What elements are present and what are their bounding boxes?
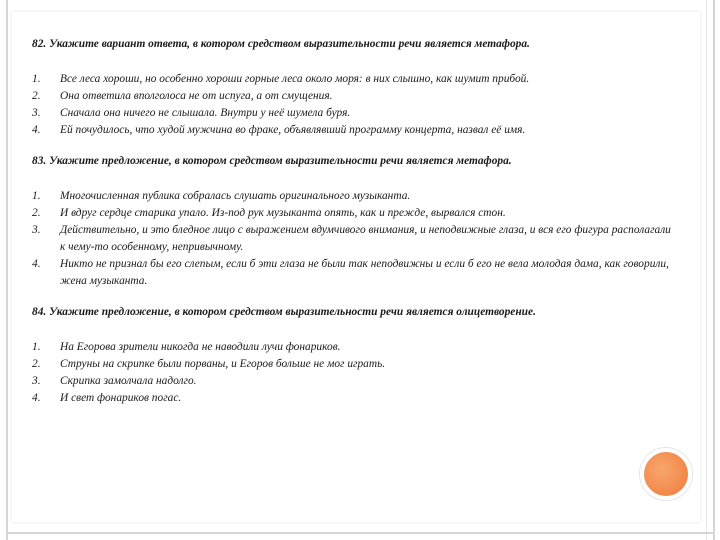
answer-option	[32, 188, 672, 205]
option-number: 2.	[32, 90, 41, 102]
option-text: И свет фонариков погас.	[60, 392, 182, 404]
option-text: Ей почудилось, что худой мужчина во фраке, объявлявший программу концерта, назвал её имя.	[60, 124, 526, 136]
answer-option	[32, 373, 672, 390]
option-text: Действительно, и это бледное лицо с выражением вдумчивого внимания, и неподвижные глаза, и вся его фигура располагали к чему-то особенному, непривычному.	[60, 224, 671, 253]
question-title: 84. Укажите предложение, в котором средством выразительности речи является олицетворение.	[32, 306, 536, 318]
option-number: 3.	[32, 224, 41, 236]
answer-options	[32, 71, 672, 139]
answer-options	[32, 339, 672, 407]
answer-option	[32, 390, 672, 407]
question-block-83	[32, 153, 672, 290]
answer-option	[32, 339, 672, 356]
option-number: 2.	[32, 358, 41, 370]
answer-option	[32, 88, 672, 105]
answer-option	[32, 122, 672, 139]
option-text: Струны на скрипке были порваны, и Егоров больше не мог играть.	[60, 358, 386, 370]
option-number: 1.	[32, 73, 41, 85]
answer-option	[32, 105, 672, 122]
slide-frame-right-inner	[706, 0, 707, 540]
decorative-orange-circle	[640, 448, 692, 500]
question-block-82	[32, 36, 672, 139]
slide-frame-left	[6, 0, 8, 540]
option-text: Все леса хороши, но особенно хороши горные леса около моря: в них слышно, как шумит прибой.	[60, 73, 530, 85]
answer-option	[32, 205, 672, 222]
slide-frame-right	[713, 0, 715, 540]
option-number: 3.	[32, 375, 41, 387]
answer-option	[32, 71, 672, 88]
option-text: Многочисленная публика собралась слушать оригинального музыканта.	[60, 190, 411, 202]
answer-option	[32, 222, 672, 256]
answer-option	[32, 356, 672, 373]
option-number: 4.	[32, 258, 41, 270]
option-number: 4.	[32, 124, 41, 136]
option-text: И вдруг сердце старика упало. Из-под рук музыканта опять, как и прежде, вырвался стон.	[60, 207, 506, 219]
answer-options	[32, 188, 672, 290]
option-text: Скрипка замолчала надолго.	[60, 375, 197, 387]
option-text: Она ответила вполголоса не от испуга, а от смущения.	[60, 90, 333, 102]
option-number: 2.	[32, 207, 41, 219]
slide-frame-bottom	[6, 532, 714, 534]
question-block-84	[32, 304, 672, 407]
answer-option	[32, 256, 672, 290]
option-text: Никто не признал бы его слепым, если б эти глаза не были так неподвижны и если б его не вела молодая дама, как говорили, жена музыканта.	[60, 258, 669, 287]
option-number: 4.	[32, 392, 41, 404]
option-number: 1.	[32, 341, 41, 353]
option-text: На Егорова зрители никогда не наводили лучи фонариков.	[60, 341, 341, 353]
option-number: 1.	[32, 190, 41, 202]
question-title: 82. Укажите вариант ответа, в котором средством выразительности речи является метафора.	[32, 38, 530, 50]
slide-content	[32, 36, 672, 421]
option-text: Сначала она ничего не слышала. Внутри у неё шумела буря.	[60, 107, 351, 119]
option-number: 3.	[32, 107, 41, 119]
question-title: 83. Укажите предложение, в котором средством выразительности речи является метафора.	[32, 155, 512, 167]
